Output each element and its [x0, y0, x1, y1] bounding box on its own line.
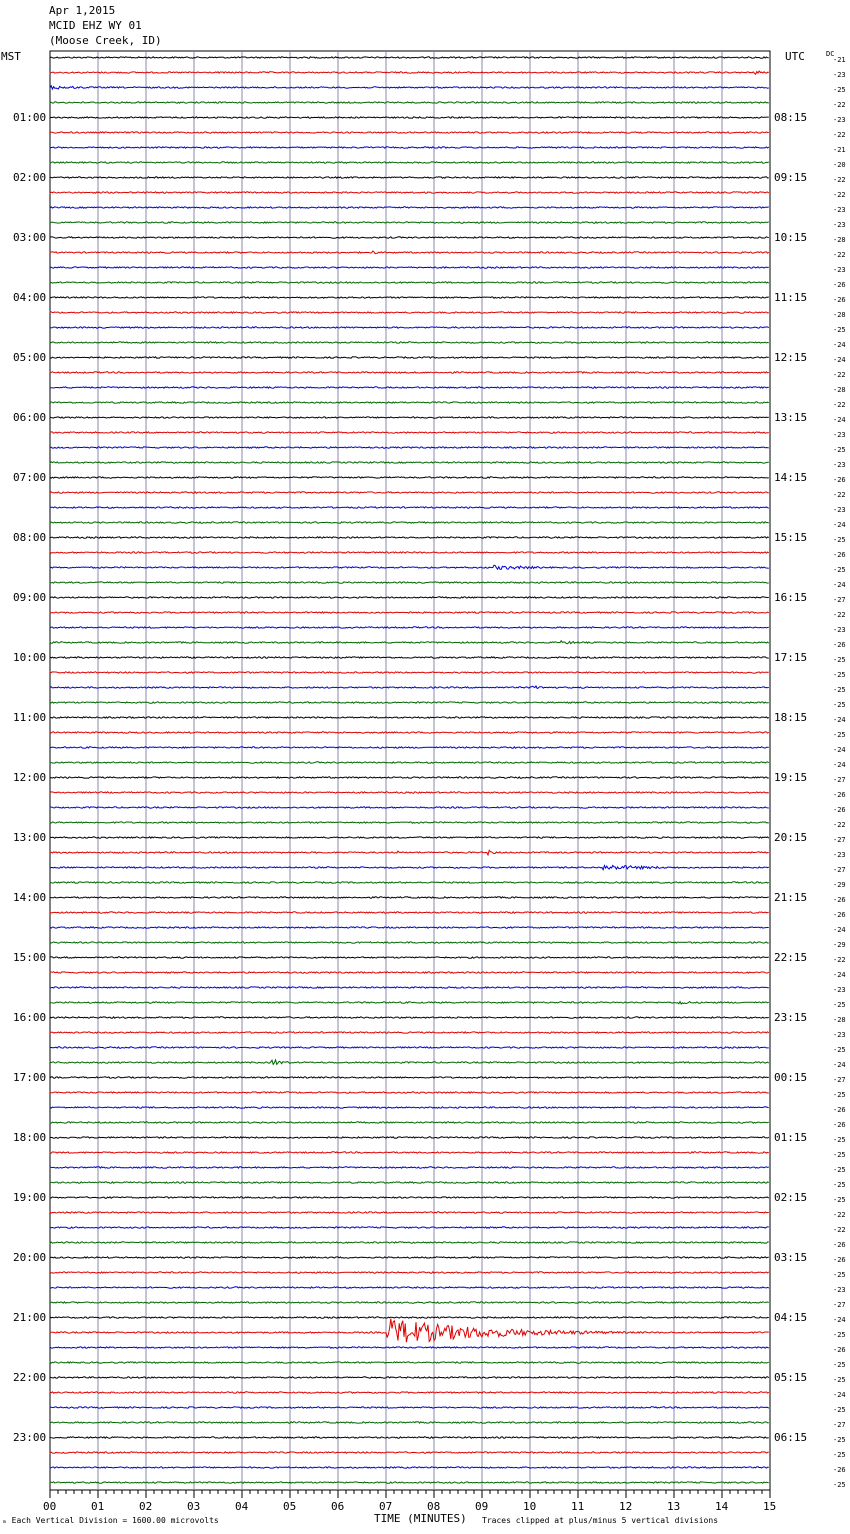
seismic-trace	[50, 1422, 769, 1423]
mst-hour-label: 04:00	[13, 290, 47, 304]
dc-offset-label: -27	[833, 595, 846, 604]
dc-offset-label: -25	[833, 700, 846, 709]
dc-offset-label: -25	[833, 670, 846, 679]
dc-offset-label: -29	[833, 940, 846, 949]
mst-hour-label: 03:00	[13, 230, 47, 244]
utc-hour-label: 03:15	[774, 1250, 808, 1264]
mst-hour-label: 02:00	[13, 170, 47, 184]
dc-offset-label: -25	[833, 1270, 846, 1279]
x-tick-label: 10	[523, 1500, 537, 1513]
seismic-trace	[50, 537, 769, 538]
dc-offset-label: -26	[833, 1345, 846, 1354]
dc-offset-label: -24	[833, 760, 846, 769]
dc-offset-label: -24	[833, 1060, 846, 1069]
seismic-trace	[50, 372, 769, 373]
seismic-trace	[50, 865, 769, 869]
dc-offset-label: -22	[833, 370, 846, 379]
seismic-trace	[50, 627, 769, 628]
seismic-trace	[50, 1482, 769, 1483]
dc-offset-label: -22	[833, 1225, 846, 1234]
utc-hour-label: 01:15	[774, 1130, 808, 1144]
mst-hour-label: 07:00	[13, 470, 47, 484]
dc-offset-label: -22	[833, 175, 846, 184]
dc-offset-label: -24	[833, 970, 846, 979]
dc-offset-label: -20	[833, 160, 846, 169]
seismic-trace	[50, 807, 769, 808]
x-tick-label: 12	[619, 1500, 633, 1513]
dc-offset-label: -22	[833, 1210, 846, 1219]
seismic-trace	[50, 71, 769, 74]
seismic-trace	[50, 1407, 769, 1408]
dc-offset-label: -24	[833, 355, 846, 364]
dc-offset-label: -23	[833, 985, 846, 994]
dc-offset-label: -25	[833, 685, 846, 694]
seismic-trace	[50, 1092, 769, 1093]
dc-offset-label: -26	[833, 280, 846, 289]
dc-offset-label: -25	[833, 1360, 846, 1369]
mst-hour-label: 10:00	[13, 650, 47, 664]
dc-offset-label: -25	[833, 1480, 846, 1489]
seismic-trace	[50, 297, 769, 298]
utc-hour-label: 16:15	[774, 590, 808, 604]
x-tick-label: 01	[91, 1500, 105, 1513]
mst-hour-label: 23:00	[13, 1430, 47, 1444]
seismic-trace	[50, 327, 769, 328]
seismic-trace	[50, 1032, 769, 1033]
mst-hour-label: 22:00	[13, 1370, 47, 1384]
dc-offset-label: -26	[833, 805, 846, 814]
seismic-trace	[50, 672, 769, 673]
seismic-trace	[50, 1137, 769, 1138]
dc-offset-label: -26	[833, 1255, 846, 1264]
seismic-trace	[50, 850, 769, 855]
seismic-trace	[50, 267, 769, 268]
dc-offset-label: -23	[833, 205, 846, 214]
seismic-trace	[50, 522, 769, 523]
seismic-trace	[50, 657, 769, 658]
dc-offset-label: -23	[833, 220, 846, 229]
mst-hour-label: 16:00	[13, 1010, 47, 1024]
seismic-trace	[50, 1167, 769, 1168]
dc-offset-label: -22	[833, 955, 846, 964]
utc-hour-label: 23:15	[774, 1010, 808, 1024]
dc-offset-label: -23	[833, 115, 846, 124]
dc-offset-label: -25	[833, 730, 846, 739]
seismic-trace	[50, 1077, 769, 1078]
utc-hour-label: 02:15	[774, 1190, 808, 1204]
mst-hour-label: 19:00	[13, 1190, 47, 1204]
mst-hour-label: 13:00	[13, 830, 47, 844]
dc-offset-label: -21	[833, 145, 846, 154]
utc-hour-label: 22:15	[774, 950, 808, 964]
mst-hour-label: 14:00	[13, 890, 47, 904]
x-tick-label: 03	[187, 1500, 201, 1513]
seismic-trace	[50, 1212, 769, 1213]
mst-hour-label: 20:00	[13, 1250, 47, 1264]
seismic-trace	[50, 972, 769, 973]
dc-offset-label: -25	[833, 325, 846, 334]
dc-offset-label: -26	[833, 790, 846, 799]
dc-offset-label: -25	[833, 85, 846, 94]
seismic-trace	[50, 1317, 769, 1318]
dc-offset-label: -23	[833, 430, 846, 439]
x-tick-label: 04	[235, 1500, 249, 1513]
utc-hour-label: 11:15	[774, 290, 808, 304]
utc-hour-label: 19:15	[774, 770, 808, 784]
clip-note: Traces clipped at plus/minus 5 vertical divisions	[482, 1516, 719, 1525]
utc-hour-label: 10:15	[774, 230, 808, 244]
seismic-trace	[50, 492, 769, 493]
dc-offset-label: -25	[833, 1195, 846, 1204]
seismic-trace	[50, 251, 769, 254]
seismic-trace	[50, 641, 769, 644]
dc-offset-label: -22	[833, 190, 846, 199]
utc-hour-label: 18:15	[774, 710, 808, 724]
dc-offset-label: -24	[833, 1390, 846, 1399]
seismic-trace	[50, 1242, 769, 1243]
dc-offset-label: -28	[833, 310, 846, 319]
seismic-trace	[50, 1452, 769, 1453]
utc-hour-label: 21:15	[774, 890, 808, 904]
dc-offset-label: -27	[833, 1300, 846, 1309]
mst-hour-label: 11:00	[13, 710, 47, 724]
seismic-trace	[50, 837, 769, 838]
seismic-trace	[50, 552, 769, 553]
utc-hour-label: 15:15	[774, 530, 808, 544]
dc-offset-label: -23	[833, 70, 846, 79]
seismic-trace	[50, 1287, 769, 1288]
dc-offset-label: -22	[833, 100, 846, 109]
dc-offset-label: -24	[833, 520, 846, 529]
seismic-trace	[50, 1437, 769, 1438]
dc-offset-label: -26	[833, 895, 846, 904]
seismic-trace	[50, 582, 769, 583]
seismic-trace	[50, 222, 769, 223]
dc-offset-label: -23	[833, 1285, 846, 1294]
header-location: (Moose Creek, ID)	[49, 34, 162, 47]
dc-offset-label: -22	[833, 490, 846, 499]
seismic-trace	[50, 282, 769, 283]
seismic-trace	[50, 957, 769, 958]
seismic-trace	[50, 762, 769, 763]
seismic-trace	[50, 177, 769, 178]
dc-offset-label: -24	[833, 1315, 846, 1324]
x-tick-label: 14	[715, 1500, 729, 1513]
seismic-trace	[50, 686, 769, 689]
dc-offset-label: -25	[833, 535, 846, 544]
seismic-trace	[50, 432, 769, 433]
dc-offset-label: -27	[833, 1420, 846, 1429]
seismic-trace	[50, 162, 769, 163]
seismic-trace	[50, 565, 769, 569]
dc-offset-label: -24	[833, 340, 846, 349]
utc-hour-label: 14:15	[774, 470, 808, 484]
dc-offset-label: -27	[833, 865, 846, 874]
seismic-trace	[50, 1272, 769, 1273]
seismic-trace	[50, 702, 769, 703]
seismic-trace	[50, 1060, 769, 1065]
seismic-trace	[50, 462, 769, 463]
x-axis-title: TIME (MINUTES)	[374, 1512, 467, 1525]
seismic-trace	[50, 477, 769, 478]
dc-offset-label: -26	[833, 475, 846, 484]
seismic-trace	[50, 987, 769, 988]
dc-offset-label: -28	[833, 1015, 846, 1024]
mst-hour-label: 12:00	[13, 770, 47, 784]
mst-hour-label: 17:00	[13, 1070, 47, 1084]
dc-offset-label: -26	[833, 640, 846, 649]
seismic-trace	[50, 207, 769, 208]
utc-hour-label: 20:15	[774, 830, 808, 844]
dc-offset-label: -22	[833, 400, 846, 409]
seismic-trace	[50, 1197, 769, 1198]
dc-offset-label: -25	[833, 1330, 846, 1339]
mst-hour-label: 08:00	[13, 530, 47, 544]
dc-offset-label: -27	[833, 1075, 846, 1084]
seismic-trace	[50, 822, 769, 823]
seismic-trace	[50, 1107, 769, 1108]
seismic-trace	[50, 1392, 769, 1393]
dc-offset-label: -25	[833, 1180, 846, 1189]
x-tick-label: 09	[475, 1500, 489, 1513]
dc-offset-label: -25	[833, 1165, 846, 1174]
dc-offset-label: -25	[833, 1150, 846, 1159]
dc-offset-label: -25	[833, 1090, 846, 1099]
seismic-trace	[50, 357, 769, 358]
x-tick-label: 11	[571, 1500, 585, 1513]
seismic-trace	[50, 912, 769, 913]
seismic-trace	[50, 507, 769, 508]
dc-offset-label: -25	[833, 1045, 846, 1054]
header-station: MCID EHZ WY 01	[49, 19, 142, 32]
x-tick-label: 06	[331, 1500, 345, 1513]
dc-offset-label: -23	[833, 1030, 846, 1039]
seismic-trace	[50, 102, 769, 103]
x-tick-label: 05	[283, 1500, 297, 1513]
seismic-trace	[50, 1122, 769, 1123]
seismic-trace	[50, 132, 769, 133]
dc-offset-label: -25	[833, 1375, 846, 1384]
seismic-trace	[50, 117, 769, 118]
utc-hour-label: 00:15	[774, 1070, 808, 1084]
utc-hour-label: 17:15	[774, 650, 808, 664]
dc-offset-label: -26	[833, 1105, 846, 1114]
dc-offset-label: -27	[833, 835, 846, 844]
scale-note: ₘ Each Vertical Division = 1600.00 microvolts	[2, 1516, 219, 1525]
dc-offset-label: -26	[833, 1465, 846, 1474]
dc-offset-label: -26	[833, 295, 846, 304]
seismic-trace	[50, 402, 769, 403]
seismic-trace	[50, 1302, 769, 1303]
seismic-trace	[50, 192, 769, 193]
dc-offset-label: -28	[833, 385, 846, 394]
seismic-trace	[50, 792, 769, 793]
seismic-trace	[50, 1002, 769, 1005]
seismic-trace	[50, 237, 769, 238]
dc-offset-label: -23	[833, 505, 846, 514]
seismic-trace	[50, 777, 769, 778]
utc-hour-label: 05:15	[774, 1370, 808, 1384]
seismic-trace	[50, 1319, 769, 1343]
seismic-trace	[50, 1257, 769, 1258]
dc-offset-label: -25	[833, 1000, 846, 1009]
utc-hour-label: 06:15	[774, 1430, 808, 1444]
dc-offset-label: -24	[833, 415, 846, 424]
dc-offset-label: -22	[833, 610, 846, 619]
utc-axis-label: UTC	[785, 50, 805, 63]
scale-note-text: Each Vertical Division = 1600.00 microvolts	[11, 1516, 219, 1525]
seismic-trace	[50, 882, 769, 883]
x-tick-label: 13	[667, 1500, 681, 1513]
seismic-trace	[50, 447, 769, 448]
seismic-trace	[50, 942, 769, 943]
dc-offset-label: -22	[833, 250, 846, 259]
seismic-trace	[50, 312, 769, 313]
mst-hour-label: 01:00	[13, 110, 47, 124]
seismic-trace	[50, 1182, 769, 1183]
mst-axis-label: MST	[1, 50, 21, 63]
mst-hour-label: 15:00	[13, 950, 47, 964]
seismic-trace	[50, 1017, 769, 1018]
seismic-trace	[50, 1467, 769, 1468]
mst-hour-label: 09:00	[13, 590, 47, 604]
seismic-trace	[50, 57, 769, 58]
dc-offset-label: -23	[833, 625, 846, 634]
dc-offset-label: -27	[833, 775, 846, 784]
dc-offset-label: -28	[833, 235, 846, 244]
mst-hour-label: 18:00	[13, 1130, 47, 1144]
x-tick-label: 08	[427, 1500, 441, 1513]
x-tick-label: 02	[139, 1500, 153, 1513]
seismic-trace	[50, 1362, 769, 1363]
seismic-trace	[50, 897, 769, 898]
dc-offset-label: -24	[833, 925, 846, 934]
mst-hour-label: 05:00	[13, 350, 47, 364]
dc-offset-label: -24	[833, 715, 846, 724]
seismic-trace	[50, 597, 769, 598]
dc-offset-label: -25	[833, 1435, 846, 1444]
mst-hour-label: 21:00	[13, 1310, 47, 1324]
dc-offset-label: -26	[833, 1120, 846, 1129]
x-tick-label: 15	[763, 1500, 777, 1513]
seismic-trace	[50, 927, 769, 928]
dc-label: DC	[826, 50, 835, 58]
dc-offset-label: -25	[833, 1135, 846, 1144]
seismic-trace	[50, 1377, 769, 1378]
dc-offset-label: -24	[833, 580, 846, 589]
utc-hour-label: 09:15	[774, 170, 808, 184]
dc-offset-label: -25	[833, 445, 846, 454]
utc-hour-label: 13:15	[774, 410, 808, 424]
header-date: Apr 1,2015	[49, 4, 116, 17]
seismic-trace	[50, 1047, 769, 1048]
dc-offset-label: -26	[833, 1240, 846, 1249]
utc-hour-label: 04:15	[774, 1310, 808, 1324]
dc-offset-label: -26	[833, 910, 846, 919]
x-tick-label: 07	[379, 1500, 393, 1513]
dc-offset-label: -25	[833, 1450, 846, 1459]
seismic-trace	[50, 1152, 769, 1153]
dc-offset-label: -25	[833, 655, 846, 664]
seismic-trace	[50, 147, 769, 148]
dc-offset-label: -29	[833, 880, 846, 889]
seismic-trace	[50, 717, 769, 718]
dc-offset-label: -26	[833, 550, 846, 559]
dc-offset-label: -25	[833, 1405, 846, 1414]
dc-offset-label: -22	[833, 130, 846, 139]
mst-hour-label: 06:00	[13, 410, 47, 424]
dc-offset-label: -25	[833, 565, 846, 574]
seismic-trace	[50, 86, 769, 89]
seismic-trace	[50, 612, 769, 613]
seismic-trace	[50, 747, 769, 748]
seismic-trace	[50, 1347, 769, 1348]
dc-offset-label: -23	[833, 460, 846, 469]
utc-hour-label: 12:15	[774, 350, 808, 364]
dc-offset-label: -21	[833, 55, 846, 64]
dc-offset-label: -23	[833, 265, 846, 274]
seismic-trace	[50, 732, 769, 733]
seismic-trace	[50, 342, 769, 343]
seismic-trace	[50, 387, 769, 388]
dc-offset-label: -24	[833, 745, 846, 754]
seismic-trace	[50, 1227, 769, 1228]
dc-offset-label: -22	[833, 820, 846, 829]
x-tick-label: 00	[43, 1500, 57, 1513]
utc-hour-label: 08:15	[774, 110, 808, 124]
dc-offset-label: -23	[833, 850, 846, 859]
seismic-trace	[50, 417, 769, 418]
